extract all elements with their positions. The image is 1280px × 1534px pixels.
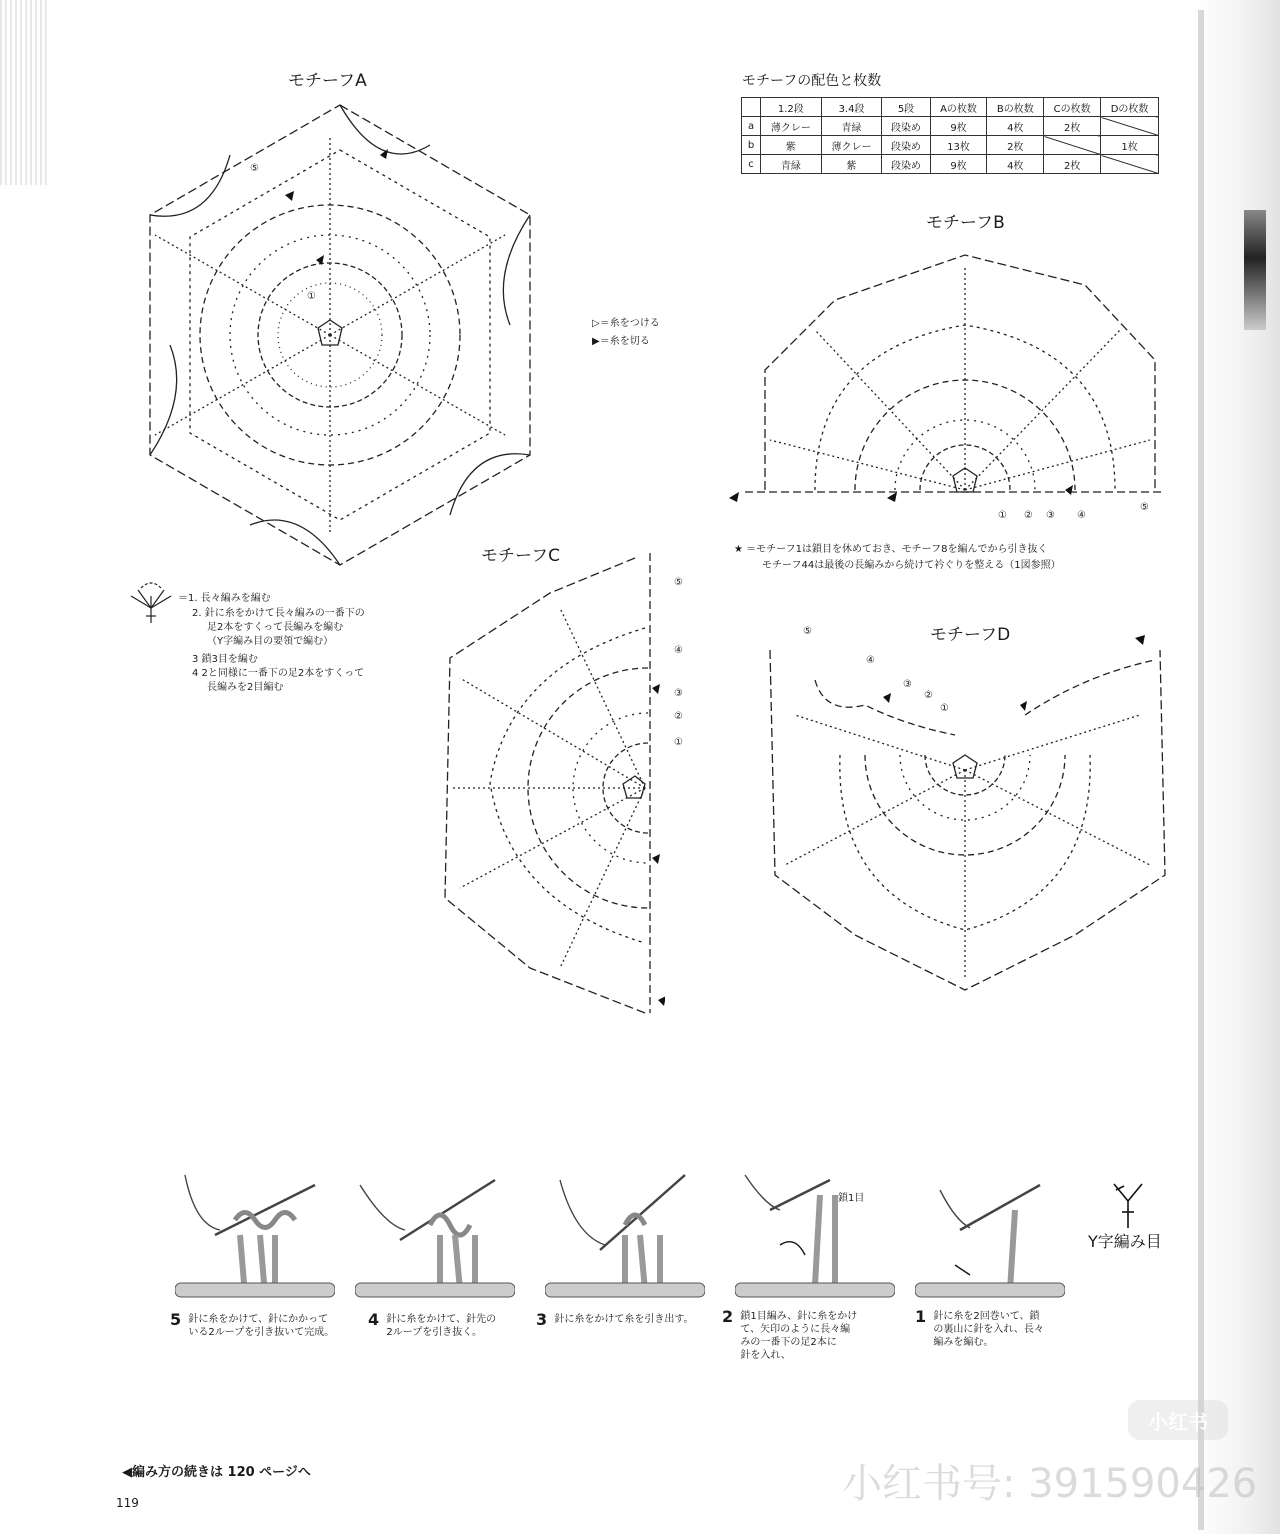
continue-note: ◀編み方の続きは 120 ページへ — [122, 1465, 311, 1480]
step-1-caption — [915, 1307, 1044, 1349]
symbol-note-6: 4 2と同様に一番下の足2本をすくって — [192, 668, 365, 679]
table-cell: 9枚 — [930, 155, 987, 174]
step-number: 3 — [536, 1310, 548, 1329]
table-cell: 4枚 — [987, 117, 1044, 136]
y-stitch-icon — [1108, 1176, 1148, 1230]
symbol-note-1: ＝1. 長々編みを編む — [178, 593, 271, 604]
symbol-note-7: 長編みを2目編む — [207, 682, 284, 693]
table-cell: 1枚 — [1101, 136, 1159, 155]
motif-d-diagram — [755, 635, 1175, 1000]
table-row — [742, 117, 1159, 136]
config-header: Aの枚数 — [930, 98, 987, 117]
config-title: モチーフの配色と枚数 — [742, 73, 882, 89]
table-cell: 紫 — [821, 155, 882, 174]
config-header: 3.4段 — [821, 98, 882, 117]
step-text: 針に糸をかけて糸を引き出す。 — [554, 1314, 694, 1325]
motif-a-title: モチーフA — [288, 71, 367, 91]
step-3-caption — [536, 1310, 694, 1329]
table-cell: 段染め — [882, 136, 930, 155]
table-cell: 4枚 — [987, 155, 1044, 174]
step-5-illustration — [175, 1165, 335, 1305]
table-cell: 青緑 — [761, 155, 822, 174]
motif-d-round-3: ③ — [903, 679, 912, 690]
page-edge — [1194, 0, 1280, 1534]
step-text: 編みを編む。 — [933, 1337, 994, 1348]
step-4-caption — [368, 1310, 497, 1339]
table-cell-empty — [1044, 136, 1101, 155]
step-number: 1 — [915, 1307, 927, 1326]
page-number: 119 — [116, 1496, 139, 1510]
motif-d-round-5: ⑤ — [803, 626, 812, 637]
config-table — [741, 97, 1159, 174]
motif-b-note-1: ★ ＝モチーフ1は鎖目を休めておき、モチーフ8を編んでから引き抜く — [734, 544, 1048, 555]
motif-b-round-1: ① — [998, 510, 1007, 521]
step-4-illustration — [355, 1165, 515, 1305]
motif-c-round-5: ⑤ — [674, 577, 683, 588]
motif-b-round-2: ② — [1024, 510, 1033, 521]
motif-d-round-4: ④ — [866, 655, 875, 666]
step-number: 4 — [368, 1310, 380, 1329]
motif-c-round-2: ② — [674, 711, 683, 722]
config-header — [742, 98, 761, 117]
symbol-note-2: 2. 針に糸をかけて長々編みの一番下の — [192, 608, 365, 619]
motif-d-round-2: ② — [924, 690, 933, 701]
table-cell-empty — [1101, 155, 1159, 174]
table-cell: 13枚 — [930, 136, 987, 155]
step-text: て、矢印のように長々編 — [740, 1324, 851, 1335]
step-number: 5 — [170, 1310, 182, 1329]
motif-a-round-5: ⑤ — [250, 163, 259, 174]
symbol-note-3: 足2本をすくって長編みを編む — [207, 622, 344, 633]
motif-c-round-4: ④ — [674, 645, 683, 656]
step-text: 鎖1目編み、針に糸をかけ — [740, 1311, 858, 1322]
step-text: 針に糸を2回巻いて、鎖 — [933, 1311, 1040, 1322]
config-header: Bの枚数 — [987, 98, 1044, 117]
table-cell: 薄クレー — [761, 117, 822, 136]
motif-a-round-1: ① — [307, 291, 316, 302]
step-text: 2ループを引き抜く。 — [386, 1327, 482, 1338]
stitch-symbol-icon — [126, 578, 178, 626]
step-5-caption — [170, 1310, 335, 1339]
step-2-illustration — [735, 1165, 895, 1305]
config-header: 1.2段 — [761, 98, 822, 117]
table-cell: 段染め — [882, 117, 930, 136]
watermark-badge: 小红书 — [1128, 1400, 1228, 1440]
motif-b-round-5: ⑤ — [1140, 502, 1149, 513]
table-cell: 紫 — [761, 136, 822, 155]
table-cell: 9枚 — [930, 117, 987, 136]
motif-c-title: モチーフC — [481, 546, 561, 566]
step-2-label: 鎖1目 — [838, 1193, 865, 1204]
step-text: 針に糸をかけて、針先の — [386, 1314, 497, 1325]
step-number: 2 — [722, 1307, 734, 1326]
page-tab — [1244, 210, 1266, 330]
symbol-note-4: （Y字編み目の要領で編む） — [207, 636, 334, 647]
motif-b-note-2: モチーフ44は最後の長編みから続けて衿ぐりを整える（1図参照） — [762, 560, 1061, 571]
table-cell-empty — [1101, 117, 1159, 136]
step-1-illustration — [915, 1180, 1065, 1305]
config-header: 5段 — [882, 98, 930, 117]
table-cell: b — [742, 136, 761, 155]
motif-b-title: モチーフB — [926, 213, 1005, 233]
motif-d-title: モチーフD — [930, 625, 1011, 645]
step-3-illustration — [545, 1165, 705, 1305]
table-cell: 2枚 — [1044, 155, 1101, 174]
table-cell: 薄クレー — [821, 136, 882, 155]
motif-c-diagram — [430, 548, 665, 1018]
config-header: Cの枚数 — [1044, 98, 1101, 117]
table-cell: 段染め — [882, 155, 930, 174]
step-text: みの一番下の足2本に — [740, 1337, 837, 1348]
motif-b-round-3: ③ — [1046, 510, 1055, 521]
table-row — [742, 136, 1159, 155]
motif-c-round-1: ① — [674, 737, 683, 748]
binding-edge — [0, 0, 48, 185]
step-text: 針に糸をかけて、針にかかって — [188, 1314, 329, 1325]
motif-b-diagram — [725, 240, 1175, 515]
table-cell: 2枚 — [1044, 117, 1101, 136]
step-text: 針を入れ、 — [740, 1350, 791, 1361]
table-cell: a — [742, 117, 761, 136]
config-header-row — [742, 98, 1159, 117]
legend-cut: ▶＝糸を切る — [592, 336, 650, 347]
table-cell: c — [742, 155, 761, 174]
motif-b-round-4: ④ — [1077, 510, 1086, 521]
table-row — [742, 155, 1159, 174]
step-2-caption — [722, 1307, 858, 1362]
table-cell: 青緑 — [821, 117, 882, 136]
step-text: の裏山に針を入れ、長々 — [933, 1324, 1044, 1335]
motif-a-diagram — [120, 95, 560, 575]
y-stitch-label: Y字編み目 — [1088, 1232, 1162, 1251]
watermark-text: 小红书号: 391590426 — [842, 1461, 1258, 1507]
motif-d-round-1: ① — [940, 703, 949, 714]
step-text: いる2ループを引き抜いて完成。 — [188, 1327, 335, 1338]
table-cell: 2枚 — [987, 136, 1044, 155]
legend-attach: ▷＝糸をつける — [592, 318, 660, 329]
motif-c-round-3: ③ — [674, 688, 683, 699]
symbol-note-5: 3 鎖3目を編む — [192, 654, 258, 665]
config-header: Dの枚数 — [1101, 98, 1159, 117]
